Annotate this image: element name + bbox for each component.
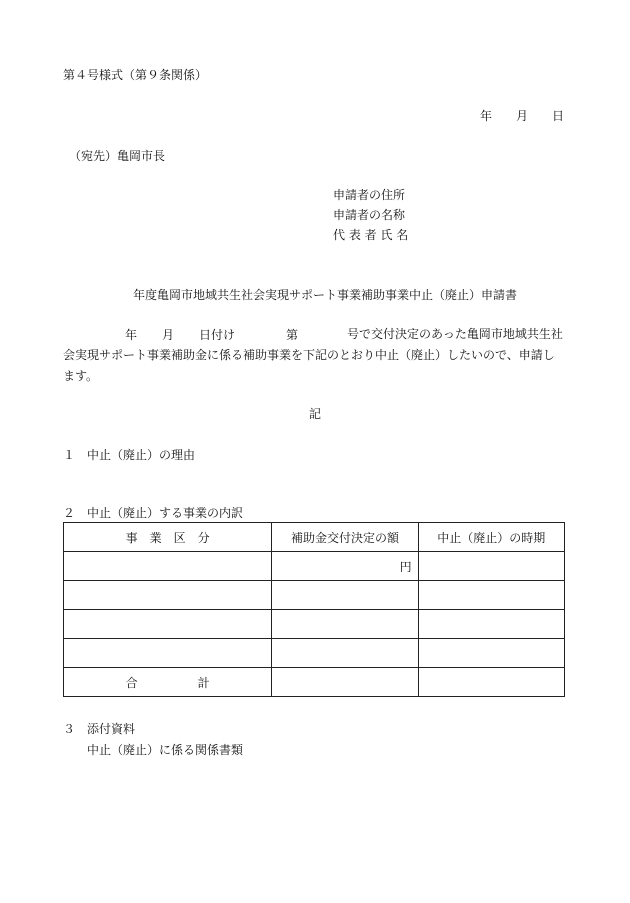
section3-item: 中止（廃止）に係る関係書類 <box>87 743 244 757</box>
applicant-name: 申請者の名称 <box>333 208 406 222</box>
table-cell[interactable] <box>64 581 272 610</box>
table-cell[interactable] <box>418 581 564 610</box>
table-cell[interactable] <box>272 581 418 610</box>
table-row <box>64 610 565 639</box>
table-cell[interactable] <box>418 552 564 581</box>
table-cell[interactable] <box>64 610 272 639</box>
body-dai: 第 <box>286 328 299 342</box>
header-cancel-timing: 中止（廃止）の時期 <box>418 523 564 552</box>
total-label: 合 計 <box>64 668 272 697</box>
addressee: （宛先）亀岡市長 <box>69 149 166 163</box>
table-cell[interactable] <box>64 552 272 581</box>
table-cell-yen[interactable]: 円 <box>272 552 418 581</box>
table-cell[interactable] <box>272 610 418 639</box>
section2-heading: ２ 中止（廃止）する事業の内訳 <box>63 506 244 520</box>
date-day: 日 <box>552 109 565 123</box>
document-title: 年度亀岡市地域共生社会実現サポート事業補助事業中止（廃止）申請書 <box>133 288 518 302</box>
table-total-row <box>64 668 565 697</box>
section3-heading: ３ 添付資料 <box>63 722 136 736</box>
header-grant-amount: 補助金交付決定の額 <box>272 523 418 552</box>
table-row <box>64 581 565 610</box>
table-row <box>64 552 565 581</box>
body-text <box>63 324 566 387</box>
breakdown-table <box>63 522 565 697</box>
body-month: 月 <box>162 328 175 342</box>
table-cell[interactable] <box>64 639 272 668</box>
body-year: 年 <box>125 328 138 342</box>
section1-heading: １ 中止（廃止）の理由 <box>63 448 196 462</box>
body-text-content: 号で交付決定のあった亀岡市地域共生社会実現サポート事業補助金に係る補助事業を下記のとおり中止（廃止）したいので、申請します。 <box>63 327 563 383</box>
applicant-address: 申請者の住所 <box>333 188 406 202</box>
table-header-row <box>64 523 565 552</box>
table-cell[interactable] <box>418 668 564 697</box>
header-business-category: 事 業 区 分 <box>64 523 272 552</box>
applicant-representative: 代 表 者 氏 名 <box>333 228 409 242</box>
table-cell[interactable] <box>418 610 564 639</box>
table-cell[interactable] <box>272 639 418 668</box>
body-dated: 日付け <box>199 328 236 342</box>
table-cell[interactable] <box>418 639 564 668</box>
table-cell[interactable] <box>272 668 418 697</box>
form-number: 第４号様式（第９条関係） <box>63 68 208 82</box>
ki-label: 記 <box>309 407 322 421</box>
date-month: 月 <box>516 109 529 123</box>
date-year: 年 <box>480 109 493 123</box>
table-row <box>64 639 565 668</box>
